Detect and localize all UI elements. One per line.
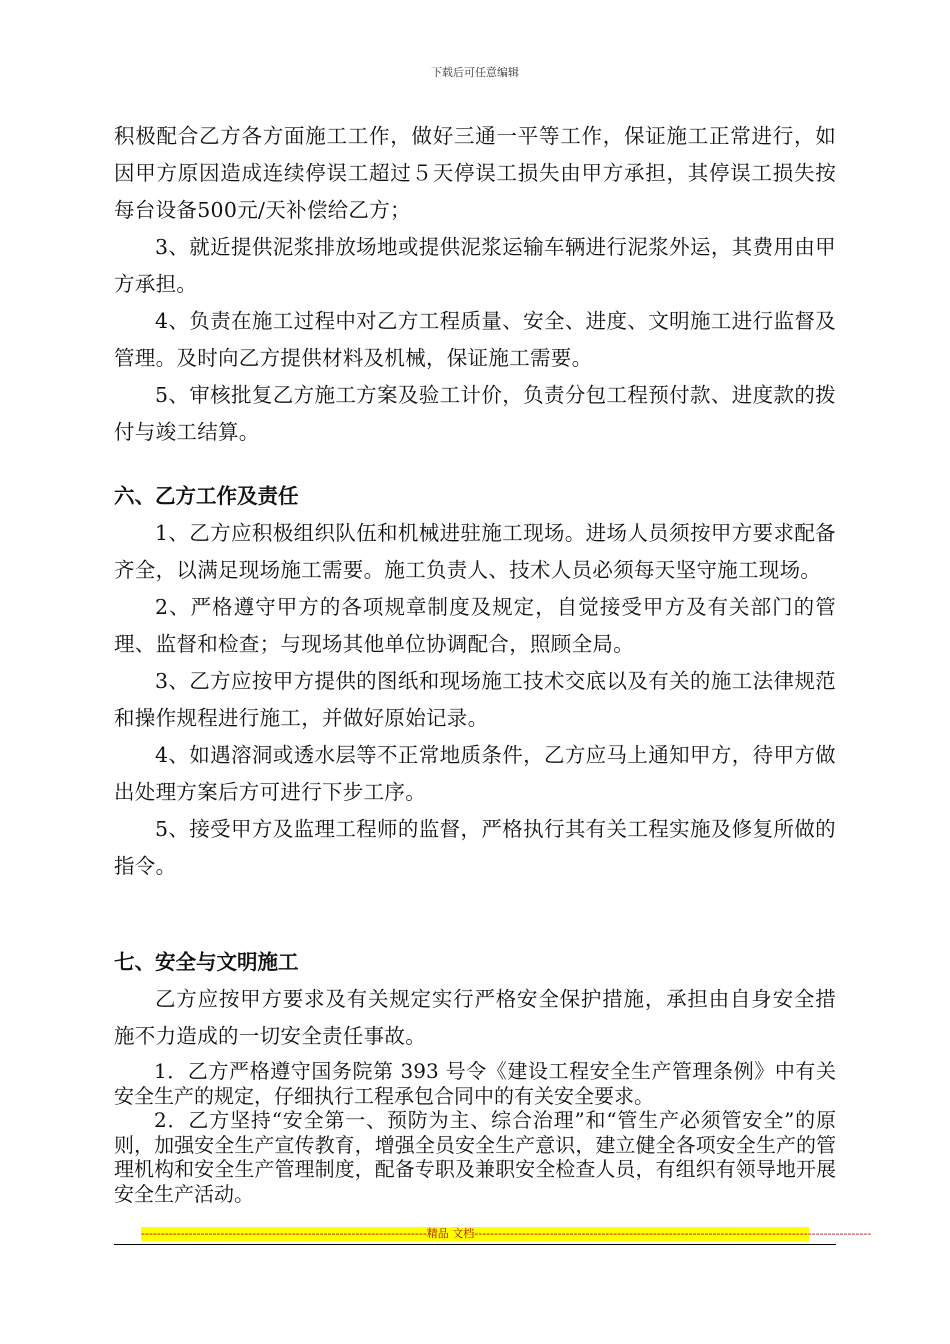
body-top (114, 118, 836, 451)
list-item: 2．乙方坚持“安全第一、预防为主、综合治理”和“管生产必须管安全”的原则，加强安全生产宣传教育，增强全员安全生产意识，建立健全各项安全生产的管理机构和安全生产管理制度，配备专职及兼职安全检查人员，有组织有领导地开展安全生产活动。 (114, 1108, 836, 1206)
footer-label: 精品 文档 (426, 1227, 475, 1240)
list-item: 5、审核批复乙方施工方案及验工计价，负责分包工程预付款、进度款的拨付与竣工结算。 (114, 383, 836, 444)
section-7 (114, 944, 836, 1206)
footer-banner (141, 1227, 872, 1241)
list-item: 3、乙方应按甲方提供的图纸和现场施工技术交底以及有关的施工法律规范和操作规程进行施工，并做好原始记录。 (114, 669, 836, 730)
footer-dashes-right: ---------------------------------------------------------------------------------------------------- (474, 1227, 872, 1240)
section-heading: 七、安全与文明施工 (114, 950, 299, 974)
paragraph-continuation: 积极配合乙方各方面施工工作，做好三通一平等工作，保证施工正常进行，如因甲方原因造成连续停误工超过５天停误工损失由甲方承担，其停误工损失按每台设备500元/天补偿给乙方； (114, 124, 836, 222)
list-item: 2、严格遵守甲方的各项规章制度及规定，自觉接受甲方及有关部门的管理、监督和检查；与现场其他单位协调配合，照顾全局。 (114, 595, 836, 656)
footer-rule (114, 1244, 836, 1245)
list-item: 1、乙方应积极组织队伍和机械进驻施工现场。进场人员须按甲方要求配备齐全，以满足现场施工需要。施工负责人、技术人员必须每天坚守施工现场。 (114, 521, 836, 582)
list-item: 4、如遇溶洞或透水层等不正常地质条件，乙方应马上通知甲方，待甲方做出处理方案后方可进行下步工序。 (114, 743, 836, 804)
footer-dashes-left: ------------------------------------------------------------------------ (141, 1227, 427, 1240)
page-header: 下载后可任意编辑 (431, 66, 519, 79)
list-item: 3、就近提供泥浆排放场地或提供泥浆运输车辆进行泥浆外运，其费用由甲方承担。 (114, 235, 836, 296)
section-heading: 六、乙方工作及责任 (114, 484, 299, 508)
section-6 (114, 478, 836, 885)
list-item: 5、接受甲方及监理工程师的监督，严格执行其有关工程实施及修复所做的指令。 (114, 817, 836, 878)
section-intro: 乙方应按甲方要求及有关规定实行严格安全保护措施，承担由自身安全措施不力造成的一切安全责任事故。 (114, 987, 836, 1048)
list-item: 4、负责在施工过程中对乙方工程质量、安全、进度、文明施工进行监督及管理。及时向乙方提供材料及机械，保证施工需要。 (114, 309, 836, 370)
list-item: 1．乙方严格遵守国务院第 393 号令《建设工程安全生产管理条例》中有关安全生产的规定，仔细执行工程承包合同中的有关安全要求。 (114, 1059, 836, 1108)
